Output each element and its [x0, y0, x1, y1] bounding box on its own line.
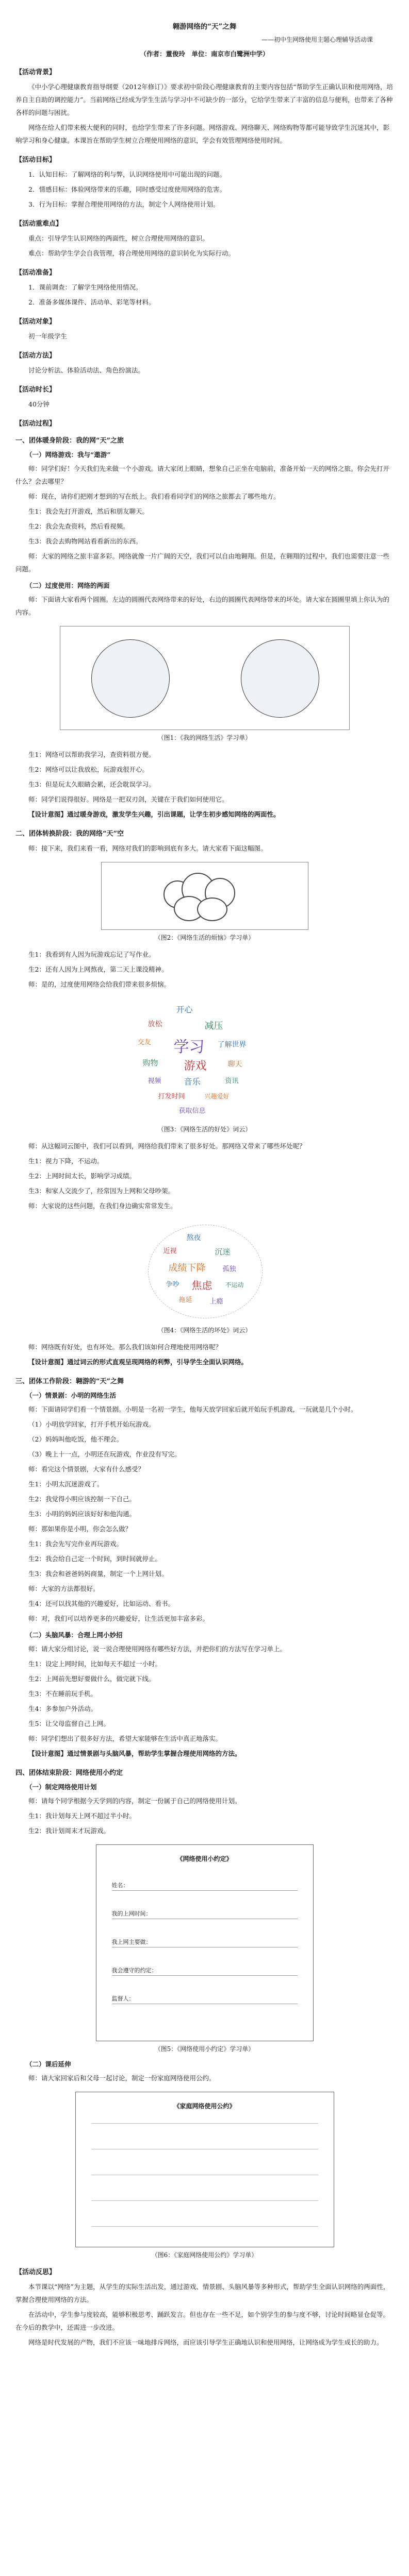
paragraph: 生2：我会给自己定一个时间，到时间就停止。	[28, 1555, 161, 1563]
paragraph: 初一年级学生	[28, 332, 68, 340]
design-intent: 【设计意图】通过词云的形式直观呈现网络的利弊，引导学生全面认识网络。	[28, 1358, 248, 1366]
paragraph: 2．准备多媒体课件、活动单、彩笔等材料。	[28, 298, 155, 306]
worksheet-line: 我会遵守的约定：	[112, 1966, 298, 1976]
goal-item: 1．认知目标：了解网络的利与弊，认识网络使用中可能出现的问题。	[28, 171, 226, 178]
wordcloud-positive	[127, 998, 282, 1122]
paragraph: 难点：帮助学生学会自我管理，将合理使用网络的意识转化为实际行动。	[28, 249, 235, 257]
wordcloud-word: 减压	[204, 1021, 223, 1031]
circle-left	[91, 639, 170, 718]
poster-rule	[91, 2200, 318, 2201]
paragraph: 生1：设定上网时间，比如每天不超过一小时。	[28, 1660, 161, 1668]
paragraph: 师：对，我们可以培养更多的兴趣爱好，让生活更加丰富多彩。	[28, 1615, 209, 1622]
section-goals: 【活动目标】	[15, 156, 56, 164]
paragraph: 师：网络既有好处，也有坏处。那么我们该如何合理地使用网络呢？	[28, 1343, 222, 1351]
paragraph: 师：同学们说得很好。网络是一把双刃剑，关键在于我们如何使用它。	[28, 795, 228, 803]
figure-caption: （图5：《网络使用小约定》学习单）	[154, 2045, 255, 2053]
figure-caption: （图1：《我的网络生活》学习单）	[157, 734, 252, 741]
paragraph: 生1：我计划每天上网不超过半小时。	[28, 1812, 136, 1820]
paragraph: 生2：上网时间太长，影响学习成绩。	[28, 1172, 136, 1180]
paragraph: 生3：不在睡前玩手机。	[28, 1690, 97, 1698]
paragraph: 师：请大家分组讨论，说一说合理使用网络有哪些好方法，并把你们的方法写在学习单上。	[28, 1645, 287, 1653]
paragraph: 《中小学心理健康教育指导纲要（2012年修订）》要求初中阶段心理健康教育的主要内容包括“帮助学生正确认识和使用网络，培养自主自助的调控能力”。当前网络已经成为学生生活与学习中不可缺少的一部分，它给学生带来了丰富的信息与便利，也带来了各种各样的问题与困扰。	[15, 83, 393, 116]
worksheet-agreement	[96, 1844, 314, 2041]
paragraph: （3）晚上十一点，小明还在玩游戏，作业没有写完。	[28, 1450, 181, 1458]
wordcloud-negative	[138, 1219, 272, 1323]
poster-rule	[91, 2123, 318, 2124]
worksheet-line: 我的上网时间：	[112, 1909, 298, 1919]
wordcloud-word: 沉迷	[215, 1247, 231, 1257]
wordcloud-word: 兴趣爱好	[204, 1093, 230, 1100]
worksheet-family-pact	[75, 2092, 334, 2247]
wordcloud-word: 获取信息	[178, 1107, 206, 1115]
figure-two-circles	[60, 626, 350, 730]
paragraph: 师：大家的方法都很好。	[28, 1585, 100, 1592]
wordcloud-word: 购物	[142, 1058, 158, 1067]
paragraph: 1．课前调查：了解学生网络使用情况。	[28, 283, 142, 291]
paragraph: 生1：我会先写完作业再玩游戏。	[28, 1540, 123, 1548]
wordcloud-word: 开心	[176, 1005, 193, 1014]
wordcloud-word: 交友	[137, 1039, 151, 1046]
part-4-sub-1: （一）制定网络使用计划	[26, 1783, 97, 1791]
paragraph: 师：下面请同学们看一个情景剧。小明是一名初一学生，他每天放学回家后就开始玩手机游戏，一玩就是几个小时。	[28, 1405, 357, 1413]
paragraph: 40分钟	[28, 400, 50, 408]
paragraph: 讨论分析法、体验活动法、角色扮演法。	[28, 366, 145, 374]
paragraph: 生3：和家人交流少了，经常因为上网和父母吵架。	[28, 1187, 174, 1195]
paragraph: 师：是的，过度使用网络会给我们带来很多烦恼。	[28, 980, 171, 988]
design-intent: 【设计意图】通过暖身游戏，激发学生兴趣，引出课题，让学生初步感知网络的两面性。	[28, 810, 280, 818]
paragraph: 师：接下来，我们来看一看，网络对我们的影响到底有多大。请大家看下面这幅图。	[28, 844, 267, 852]
wordcloud-word: 争吵	[166, 1281, 179, 1289]
paragraph: 生3：小明的妈妈应该好好和他沟通。	[28, 1510, 136, 1518]
paragraph: （2）妈妈叫他吃饭，他不理会。	[28, 1435, 123, 1443]
wordcloud-word: 游戏	[184, 1060, 207, 1073]
worksheet-title: 《网络使用小约定》	[176, 1855, 233, 1862]
paragraph: 网络在给人们带来极大便利的同时，也给学生带来了许多问题。网络游戏、网络聊天、网络购物等都可能导致学生沉迷其中，影响学习和身心健康。本课旨在帮助学生树立合理使用网络的意识，学会有效管理网络使用时间。	[15, 124, 390, 144]
part-3-sub-2: （二）头脑风暴：合理上网小妙招	[26, 1631, 123, 1639]
paragraph: 生2：我会先查资料，然后看视频。	[28, 522, 129, 530]
wordcloud-word: 打发时间	[158, 1093, 185, 1100]
paragraph: 师：同学们想出了很多好方法，希望大家能够在生活中真正地落实。	[28, 1735, 222, 1742]
wordcloud-word: 焦虑	[191, 1279, 212, 1292]
wordcloud-word: 孤独	[222, 1265, 236, 1273]
wordcloud-word: 资讯	[225, 1077, 239, 1085]
part-2-title: 二、团体转换阶段：我的网络“天”空	[15, 830, 124, 838]
poster-rule	[91, 2226, 318, 2227]
paragraph: 生1：我看到有人因为玩游戏忘记了写作业。	[28, 951, 155, 958]
paragraph: 网络是时代发展的产物，我们不应该一味地排斥网络，而应该引导学生正确地认识和使用网络，让网络成为学生成长的助力。	[28, 2338, 383, 2346]
paragraph: 师：从这幅词云图中，我们可以看到，网络给我们带来了很多好处。那网络又带来了哪些坏处呢？	[28, 1142, 306, 1150]
section-methods: 【活动方法】	[15, 352, 56, 360]
paragraph: 生2：上网前先想好要做什么，做完就下线。	[28, 1675, 155, 1683]
wordcloud-word: 了解世界	[217, 1041, 247, 1049]
doc-subtitle: ——初中生网络使用主题心理辅导活动课	[261, 36, 373, 43]
paragraph: 本节课以“网络”为主题，从学生的实际生活出发，通过游戏、情景剧、头脑风暴等多种形式，帮助学生全面认识网络的两面性，掌握合理使用网络的方法。	[15, 2283, 390, 2303]
paragraph: 师：请大家回家后和父母一起讨论，制定一份家庭网络使用公约。	[28, 2074, 216, 2082]
wordcloud-word: 音乐	[184, 1077, 201, 1087]
paragraph: 在活动中，学生参与度较高，能够积极思考、踊跃发言。但也存在一些不足，如个别学生的参与度不够，讨论时间略显仓促等。在今后的教学中，还需进一步改进。	[15, 2311, 390, 2331]
part-1-title: 一、团体暖身阶段：我的网“天”之旅	[15, 437, 124, 445]
figure-cloud-shapes	[101, 862, 308, 930]
paragraph: 师：请每个同学根据今天学到的内容，制定一份属于自己的网络使用计划。	[28, 1797, 241, 1805]
cloud-bubble	[197, 897, 227, 921]
figure-caption: （图2：《网络生活的烦恼》学习单）	[154, 934, 255, 941]
paragraph: 师：大家说的这些问题，在我们身边确实常常发生。	[28, 1202, 177, 1210]
doc-author: （作者：董俊玲 单位：南京市白鹭洲中学）	[140, 50, 269, 58]
paragraph: 生3：我会去购物网站看看新出的东西。	[28, 537, 142, 545]
paragraph: 师：大家的网络之旅丰富多彩。网络就像一片广阔的天空，我们可以自由地翱翔。但是，在翱翔的过程中，我们也需要注意一些问题。	[15, 552, 390, 573]
paragraph: 师：下面请大家看两个圆圈。左边的圆圈代表网络带来的好处，右边的圆圈代表网络带来的坏处。请大家在圆圈里填上你认为的内容。	[15, 596, 390, 616]
wordcloud-word: 熬夜	[186, 1234, 201, 1242]
part-1-sub-2: （二）过度使用：网络的两面	[26, 582, 110, 589]
figure-caption: （图6：《家庭网络使用公约》学习单）	[151, 2251, 258, 2259]
paragraph: 生2：还有人因为上网熬夜，第二天上课没精神。	[28, 965, 168, 973]
part-4-title: 四、团体结束阶段：网络使用小约定	[15, 1769, 123, 1777]
wordcloud-word: 成绩下降	[168, 1263, 206, 1274]
paragraph: 师：现在，请你们把刚才想到的写在纸上。我们看看同学们的网络之旅都去了哪些地方。	[28, 493, 280, 500]
paragraph: 生5：让父母监督自己上网。	[28, 1720, 110, 1727]
wordcloud-word: 上瘾	[209, 1298, 223, 1306]
part-3-title: 三、团体工作阶段：翱游的“天”之舞	[15, 1378, 124, 1385]
section-audience: 【活动对象】	[15, 318, 56, 326]
paragraph: 师：看完这个情景剧，大家有什么感受？	[28, 1465, 145, 1473]
wordcloud-word: 学习	[173, 1038, 205, 1056]
paragraph: 师：同学们好！今天我们先来做一个小游戏。请大家闭上眼睛，想象自己正坐在电脑前，准备开始一天的网络之旅。你会先打开什么？会去哪里？	[15, 465, 390, 485]
paragraph: 生1：我会先打开游戏，然后和朋友聊天。	[28, 507, 149, 515]
figure-caption: （图3：《网络生活的好处》词云）	[157, 1126, 252, 1133]
wordcloud-word: 不运动	[225, 1281, 244, 1289]
paragraph: 重点：引导学生认识网络的两面性，树立合理使用网络的意识。	[28, 234, 209, 242]
paragraph: 师：那如果你是小明，你会怎么做？	[28, 1525, 132, 1533]
wordcloud-word: 拖延	[178, 1296, 192, 1304]
wordcloud-word: 近视	[163, 1247, 177, 1255]
worksheet-line: 监督人：	[112, 1994, 298, 2004]
part-1-sub-1: （一）网络游戏：我与“遨游”	[26, 451, 111, 459]
paragraph: （1）小明放学回家，打开手机开始玩游戏。	[28, 1420, 155, 1428]
part-4-sub-2: （二）课后延伸	[26, 2060, 71, 2068]
paragraph: 生1：视力下降，不运动。	[28, 1157, 104, 1165]
worksheet-line: 我上网主要做：	[112, 1938, 298, 1947]
wordcloud-word: 放松	[148, 1020, 162, 1028]
section-duration: 【活动时长】	[15, 386, 56, 394]
worksheet-line: 姓名：	[112, 1881, 298, 1891]
goal-item: 2．情感目标：体验网络带来的乐趣，同时感受过度使用网络的危害。	[28, 185, 226, 193]
paragraph: 生2：网络可以让我放松，玩游戏很开心。	[28, 766, 149, 773]
section-reflection: 【活动反思】	[15, 2268, 56, 2276]
paragraph: 生4：多参加户外活动。	[28, 1705, 97, 1713]
paragraph: 生2：我觉得小明应该控制一下自己。	[28, 1495, 136, 1503]
figure-caption: （图4：《网络生活的坏处》词云）	[157, 1327, 252, 1334]
paragraph: 生3：但是玩太久眼睛会累，还会耽误学习。	[28, 781, 155, 788]
paragraph: 生3：我会和爸爸妈妈商量，制定一个上网计划。	[28, 1570, 168, 1578]
paragraph: 生1：小明太沉迷游戏了。	[28, 1480, 104, 1488]
goal-item: 3．行为目标：掌握合理使用网络的方法，制定个人网络使用计划。	[28, 200, 220, 208]
circle-right	[241, 639, 319, 718]
section-background: 【活动背景】	[15, 69, 56, 76]
section-prep: 【活动准备】	[15, 269, 56, 277]
paragraph: 生2：我计划周末才玩游戏。	[28, 1827, 110, 1835]
wordcloud-word: 视频	[148, 1077, 161, 1085]
section-process: 【活动过程】	[15, 420, 56, 428]
poster-title: 《家庭网络使用公约》	[173, 2103, 236, 2110]
paragraph: 生4：还可以找其他的兴趣爱好，比如运动、看书。	[28, 1600, 174, 1607]
part-3-sub-1: （一）情景剧：小明的网络生活	[26, 1392, 117, 1399]
wordcloud-word: 聊天	[227, 1060, 242, 1069]
doc-title: 翱游网络的“天”之舞	[172, 23, 237, 31]
design-intent: 【设计意图】通过情景剧与头脑风暴，帮助学生掌握合理使用网络的方法。	[28, 1750, 241, 1757]
section-key-points: 【活动重难点】	[15, 220, 63, 228]
paragraph: 生1：网络可以帮助我学习，查资料很方便。	[28, 751, 155, 758]
